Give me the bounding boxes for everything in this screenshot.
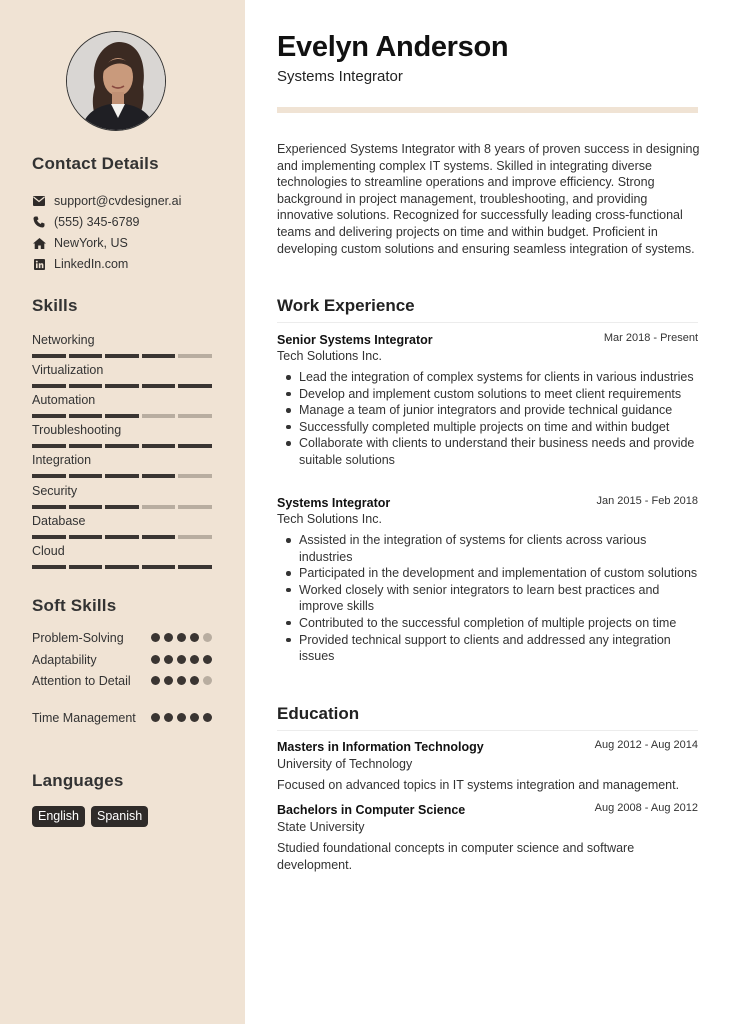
list-item: Participated in the development and implementation of custom solutions xyxy=(277,565,701,582)
soft-skill-rating xyxy=(151,676,212,685)
work-experience-heading: Work Experience xyxy=(277,296,415,315)
contact-linkedin-text: LinkedIn.com xyxy=(54,257,129,271)
degree-dates: Aug 2012 - Aug 2014 xyxy=(594,739,698,751)
skill-label: Troubleshooting xyxy=(32,423,122,437)
soft-skill-rating xyxy=(151,713,212,722)
skill-level-segment xyxy=(142,414,176,418)
rating-dot xyxy=(203,655,212,664)
skill-level-segment xyxy=(32,354,66,358)
job-dates: Jan 2015 - Feb 2018 xyxy=(596,495,698,507)
skill-label: Automation xyxy=(32,393,96,407)
skill-level-segment xyxy=(142,444,176,448)
rating-dot xyxy=(190,633,199,642)
accent-divider xyxy=(277,107,698,113)
rating-dot xyxy=(190,676,199,685)
skill-item xyxy=(32,362,212,388)
skill-level-segment xyxy=(178,414,212,418)
skill-label: Networking xyxy=(32,333,95,347)
skill-level-bar xyxy=(32,565,212,569)
rating-dot xyxy=(164,633,173,642)
rating-dot xyxy=(151,676,160,685)
skill-level-segment xyxy=(142,354,176,358)
list-item: Successfully completed multiple projects on time and within budget xyxy=(277,419,701,436)
skill-level-segment xyxy=(105,565,139,569)
rating-dot xyxy=(151,713,160,722)
rating-dot xyxy=(177,676,186,685)
degree-dates: Aug 2008 - Aug 2012 xyxy=(594,802,698,814)
degree-description: Focused on advanced topics in IT systems integration and management. xyxy=(277,778,680,792)
skill-level-bar xyxy=(32,474,212,478)
job-title: Systems Integrator xyxy=(277,496,391,510)
soft-skill-item xyxy=(32,630,212,647)
skill-level-segment xyxy=(178,535,212,539)
list-item: Contributed to the successful completion of multiple projects on time xyxy=(277,615,701,632)
skill-level-segment xyxy=(69,505,103,509)
list-item: Develop and implement custom solutions to meet client requirements xyxy=(277,386,701,403)
soft-skill-label: Adaptability xyxy=(32,653,97,667)
section-divider xyxy=(277,322,698,323)
skill-level-segment xyxy=(178,384,212,388)
skill-level-segment xyxy=(32,474,66,478)
linkedin-icon xyxy=(32,257,46,271)
skill-level-segment xyxy=(142,384,176,388)
job-bullets xyxy=(277,369,701,469)
soft-skills-heading: Soft Skills xyxy=(32,596,117,615)
skill-level-segment xyxy=(32,444,66,448)
contact-email-text: support@cvdesigner.ai xyxy=(54,194,182,208)
skill-level-segment xyxy=(178,565,212,569)
language-list xyxy=(32,806,148,827)
soft-skill-label: Problem-Solving xyxy=(32,631,124,645)
skill-level-segment xyxy=(105,505,139,509)
language-badge: Spanish xyxy=(91,806,148,827)
contact-location xyxy=(32,235,128,251)
skill-level-segment xyxy=(69,414,103,418)
skill-level-bar xyxy=(32,535,212,539)
list-item: Assisted in the integration of systems for clients across various industries xyxy=(277,532,701,565)
skill-level-segment xyxy=(32,414,66,418)
degree-title: Masters in Information Technology xyxy=(277,740,484,754)
contact-heading: Contact Details xyxy=(32,154,159,173)
contact-email[interactable] xyxy=(32,193,181,209)
job-company: Tech Solutions Inc. xyxy=(277,349,382,363)
skill-label: Security xyxy=(32,484,78,498)
skill-level-segment xyxy=(142,474,176,478)
skill-level-segment xyxy=(105,474,139,478)
skill-item xyxy=(32,513,212,539)
skill-level-segment xyxy=(142,505,176,509)
skill-level-segment xyxy=(69,384,103,388)
job-dates: Mar 2018 - Present xyxy=(603,332,698,344)
school-name: University of Technology xyxy=(277,757,413,771)
skill-level-segment xyxy=(142,535,176,539)
skill-level-segment xyxy=(32,505,66,509)
rating-dot xyxy=(203,676,212,685)
rating-dot xyxy=(177,713,186,722)
skill-level-segment xyxy=(69,354,103,358)
rating-dot xyxy=(203,713,212,722)
skill-level-bar xyxy=(32,354,212,358)
skill-level-segment xyxy=(69,444,103,448)
rating-dot xyxy=(151,633,160,642)
skill-level-segment xyxy=(178,505,212,509)
candidate-name: Evelyn Anderson xyxy=(277,31,509,63)
rating-dot xyxy=(177,633,186,642)
rating-dot xyxy=(190,655,199,664)
rating-dot xyxy=(164,655,173,664)
soft-skill-item xyxy=(32,652,212,669)
soft-skill-rating xyxy=(151,633,212,642)
main-content xyxy=(245,0,730,1024)
skill-level-bar xyxy=(32,414,212,418)
skill-level-segment xyxy=(32,565,66,569)
degree-description: Studied foundational concepts in computer science and software development. xyxy=(277,841,635,872)
contact-phone-text: (555) 345-6789 xyxy=(54,215,140,229)
skill-label: Virtualization xyxy=(32,363,104,377)
rating-dot xyxy=(164,713,173,722)
skill-level-segment xyxy=(178,354,212,358)
skill-label: Integration xyxy=(32,453,92,467)
skill-level-segment xyxy=(105,354,139,358)
job-title: Senior Systems Integrator xyxy=(277,333,433,347)
degree-title: Bachelors in Computer Science xyxy=(277,803,466,817)
skill-level-segment xyxy=(105,535,139,539)
list-item: Provided technical support to clients and addressed any integration issues xyxy=(277,632,701,665)
list-item: Lead the integration of complex systems for clients in various industries xyxy=(277,369,701,386)
contact-linkedin[interactable] xyxy=(32,256,128,272)
contact-location-text: NewYork, US xyxy=(54,236,128,250)
profile-photo xyxy=(67,32,166,131)
list-item: Collaborate with clients to understand their business needs and provide suitable solutions xyxy=(277,435,701,468)
section-divider xyxy=(277,730,698,731)
skill-item xyxy=(32,483,212,509)
skill-level-segment xyxy=(105,414,139,418)
skill-level-segment xyxy=(32,384,66,388)
skill-level-segment xyxy=(178,474,212,478)
skill-level-bar xyxy=(32,505,212,509)
skill-item xyxy=(32,543,212,569)
skill-level-segment xyxy=(142,565,176,569)
soft-skill-item xyxy=(32,710,212,727)
home-icon xyxy=(32,236,46,250)
avatar xyxy=(66,31,166,131)
list-item: Manage a team of junior integrators and provide technical guidance xyxy=(277,402,701,419)
rating-dot xyxy=(177,655,186,664)
skill-level-segment xyxy=(105,384,139,388)
phone-icon xyxy=(32,215,46,229)
skill-item xyxy=(32,392,212,418)
rating-dot xyxy=(203,633,212,642)
skill-item xyxy=(32,332,212,358)
skill-item xyxy=(32,422,212,448)
skill-level-segment xyxy=(69,535,103,539)
envelope-icon xyxy=(32,194,46,208)
skill-level-segment xyxy=(69,565,103,569)
list-item: Worked closely with senior integrators to learn best practices and improve skills xyxy=(277,582,701,615)
skill-label: Cloud xyxy=(32,544,65,558)
school-name: State University xyxy=(277,820,365,834)
sidebar xyxy=(0,0,245,1024)
job-company: Tech Solutions Inc. xyxy=(277,512,382,526)
skill-level-bar xyxy=(32,444,212,448)
skill-level-segment xyxy=(178,444,212,448)
rating-dot xyxy=(151,655,160,664)
rating-dot xyxy=(190,713,199,722)
skill-level-segment xyxy=(69,474,103,478)
skill-level-segment xyxy=(32,535,66,539)
skills-heading: Skills xyxy=(32,296,78,315)
skill-label: Database xyxy=(32,514,86,528)
language-badge: English xyxy=(32,806,85,827)
languages-heading: Languages xyxy=(32,771,124,790)
skill-level-bar xyxy=(32,384,212,388)
rating-dot xyxy=(164,676,173,685)
skill-item xyxy=(32,452,212,478)
soft-skill-rating xyxy=(151,655,212,664)
profile-summary: Experienced Systems Integrator with 8 years of proven success in designing and implementing complex IT systems. Skilled in integrating diverse technologies to streamline operations and improve efficiency. Strong background in project management, troubleshooting, and providing innovative solutions. Recognized for successfully leading cross-functional teams and delivering projects on time and within budget. Proficient in developing custom solutions and ensuring seamless integration of systems. xyxy=(277,142,700,256)
candidate-title: Systems Integrator xyxy=(277,68,403,85)
education-heading: Education xyxy=(277,704,360,723)
soft-skill-label: Time Management xyxy=(32,711,136,725)
job-bullets xyxy=(277,532,701,665)
soft-skill-item xyxy=(32,673,212,690)
soft-skill-label: Attention to Detail xyxy=(32,674,131,688)
skill-level-segment xyxy=(105,444,139,448)
contact-phone[interactable] xyxy=(32,214,139,230)
